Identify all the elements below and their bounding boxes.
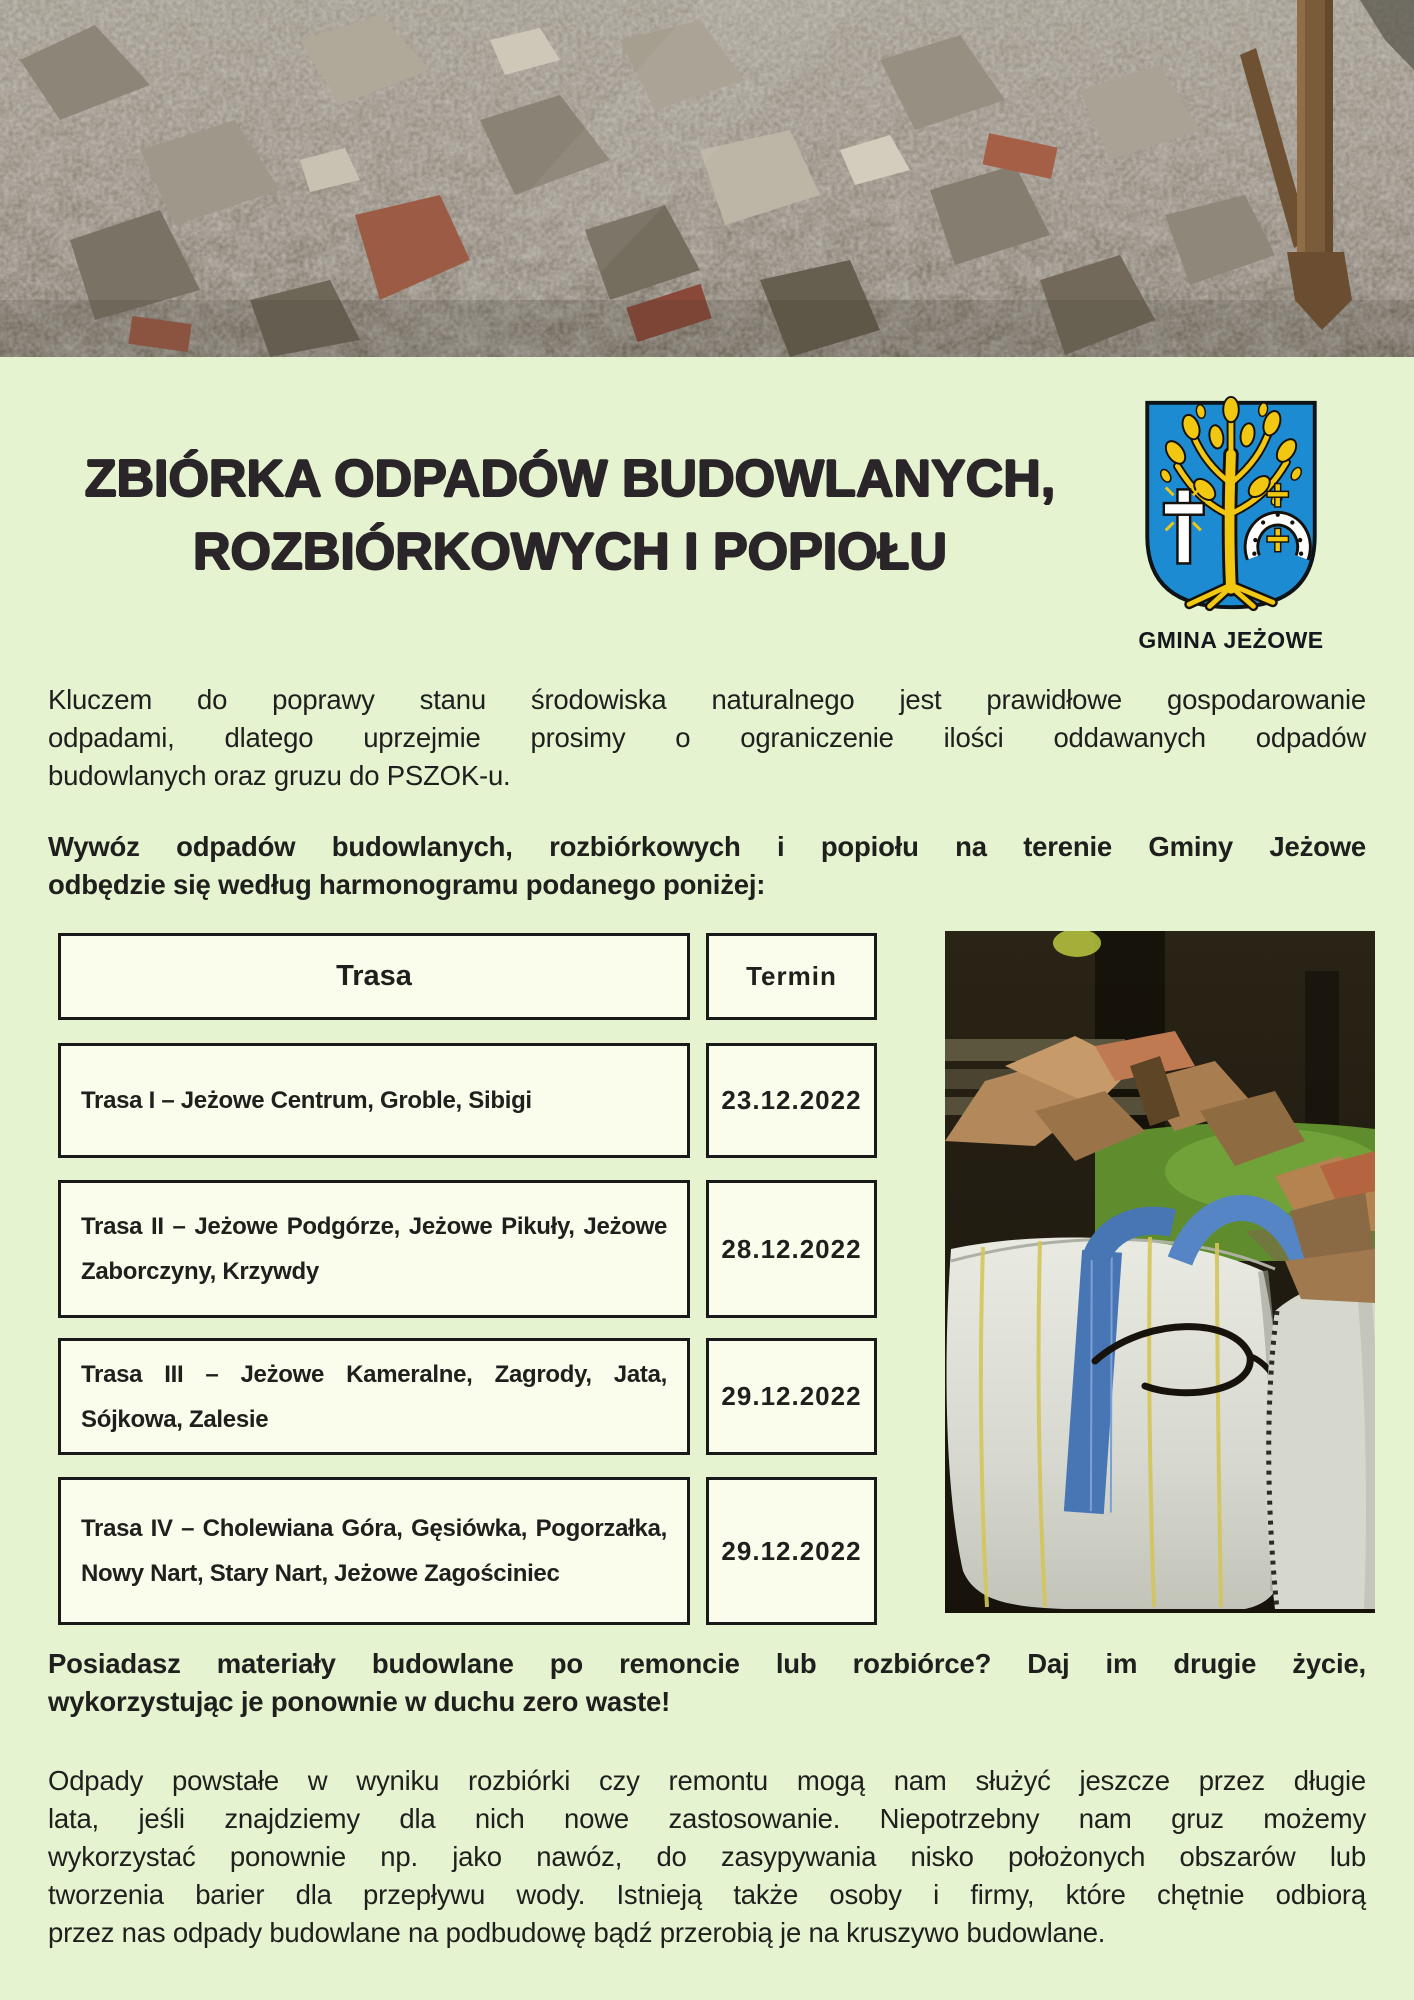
crest-shield-art — [1136, 394, 1326, 616]
route-header-cell — [58, 933, 690, 1020]
route-text: Trasa I – Jeżowe Centrum, Groble, Sibigi — [81, 1087, 532, 1114]
rubble-photo — [0, 0, 1414, 357]
reuse-highlight-paragraph: Posiadasz materiały budowlane po remoncie lub rozbiórce? Daj im drugie życie, wykorzystując je ponownie w duchu zero waste! — [48, 1648, 1366, 1717]
date-text: 29.12.2022 — [721, 1381, 862, 1411]
route-text: Trasa II – Jeżowe Podgórze, Jeżowe Pikuły, Jeżowe Zaborczyny, Krzywdy — [81, 1213, 667, 1285]
table-row-3-date — [706, 1338, 877, 1455]
rubble-photo-art — [0, 0, 1414, 357]
route-header-label: Trasa — [336, 960, 412, 992]
page-title-line1: ZBIÓRKA ODPADÓW BUDOWLANYCH, — [84, 450, 1056, 508]
page-title — [50, 443, 1090, 589]
table-row-4-date — [706, 1477, 877, 1625]
table-row-1-route — [58, 1043, 690, 1158]
date-text: 23.12.2022 — [721, 1085, 862, 1115]
date-text: 28.12.2022 — [721, 1233, 862, 1264]
table-row-2-route — [58, 1180, 690, 1318]
gmina-jezowe-crest — [1128, 394, 1334, 654]
intro-paragraph: Kluczem do poprawy stanu środowiska naturalnego jest prawidłowe gospodarowanie odpadami, dlatego uprzejmie prosimy o ograniczenie ilości oddawanych odpadów budowlanych oraz gruzu do PSZOK-u. — [48, 684, 1366, 791]
table-row-1-date — [706, 1043, 877, 1158]
reuse-body-paragraph: Odpady powstałe w wyniku rozbiórki czy remontu mogą nam służyć jeszcze przez długie lata, jeśli znajdziemy dla nich nowe zastosowanie. Niepotrzebny nam gruz możemy wykorzystać ponownie np. jako nawóz, do zasypywania nisko położonych obszarów lub tworzenia barier dla przepływu wody. Istnieją także osoby i firmy, które chętnie odbiorą przez nas odpady budowlane na podbudowę bądź przerobią je na kruszywo budowlane. — [48, 1765, 1366, 1948]
bigbag-photo-art — [945, 931, 1375, 1613]
crest-caption: GMINA JEŻOWE — [1138, 627, 1324, 653]
date-header-label: Termin — [746, 961, 837, 991]
table-row-2-date — [706, 1180, 877, 1318]
schedule-intro-paragraph: Wywóz odpadów budowlanych, rozbiórkowych i popiołu na terenie Gminy Jeżowe odbędzie się według harmonogramu podanego poniżej: — [48, 831, 1366, 900]
page-title-line2: ROZBIÓRKOWYCH I POPIOŁU — [193, 523, 947, 581]
bigbag-photo — [945, 931, 1375, 1613]
date-header-cell — [706, 933, 877, 1020]
date-text: 29.12.2022 — [721, 1535, 862, 1566]
table-row-4-route — [58, 1477, 690, 1625]
route-text: Trasa IV – Cholewiana Góra, Gęsiówka, Pogorzałka, Nowy Nart, Stary Nart, Jeżowe Zagościniec — [81, 1515, 667, 1587]
route-text: Trasa III – Jeżowe Kameralne, Zagrody, Jata, Sójkowa, Zalesie — [81, 1360, 667, 1433]
table-row-3-route — [58, 1338, 690, 1455]
